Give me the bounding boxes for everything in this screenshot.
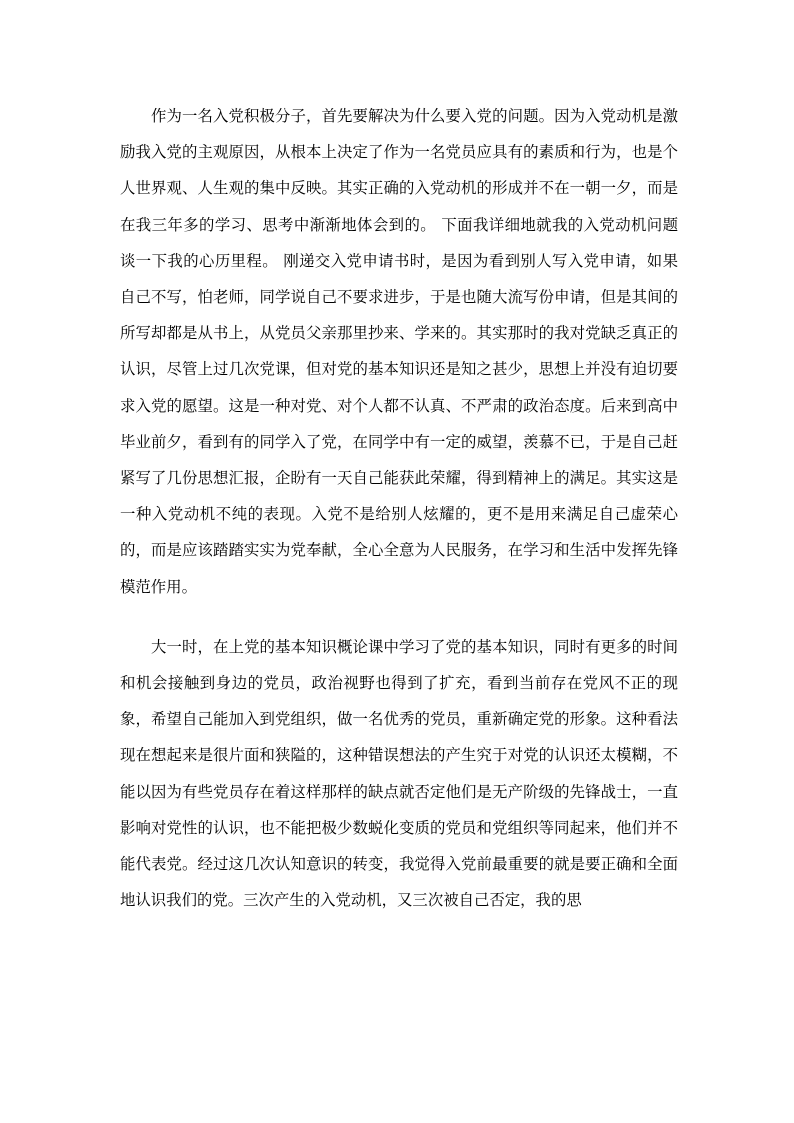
paragraph-1: 作为一名入党积极分子，首先要解决为什么要入党的问题。因为入党动机是激励我入党的主观原因，从根本上决定了作为一名党员应具有的素质和行为，也是个人世界观、人生观的集中反映。其实正确的入党动机的形成并不在一朝一夕，而是在我三年多的学习、思考中渐渐地体会到的。 下面我详细地就我的入党动机问题谈一下我的心历里程。 刚递交入党申请书时，是因为看到别人写入党申请，如果自己不写，怕老师，同学说自己不要求进步，于是也随大流写份申请，但是其间的所写却都是从书上，从党员父亲那里抄来、学来的。其实那时的我对党缺乏真正的认识，尽管上过几次党课，但对党的基本知识还是知之甚少，思想上并没有迫切要求入党的愿望。这是一种对党、对个人都不认真、不严肃的政治态度。后来到高中毕业前夕，看到有的同学入了党，在同学中有一定的威望，羡慕不已，于是自己赶紧写了几份思想汇报，企盼有一天自己能获此荣耀，得到精神上的满足。其实这是一种入党动机不纯的表现。入党不是给别人炫耀的，更不是用来满足自己虚荣心的，而是应该踏踏实实为党奉献，全心全意为人民服务，在学习和生活中发挥先锋模范作用。 xyxy=(120,107,678,596)
paragraph-spacer xyxy=(120,605,678,629)
document-body xyxy=(120,98,678,918)
paragraph-2: 大一时，在上党的基本知识概论课中学习了党的基本知识，同时有更多的时间和机会接触到身边的党员，政治视野也得到了扩充，看到当前存在党风不正的现象，希望自己能加入到党组织，做一名优秀的党员，重新确定党的形象。这种看法现在想起来是很片面和狭隘的，这种错误想法的产生究于对党的认识还太模糊，不能以因为有些党员存在着这样那样的缺点就否定他们是无产阶级的先锋战士，一直影响对党性的认识，也不能把极少数蜕化变质的党员和党组织等同起来，他们并不能代表党。经过这几次认知意识的转变，我觉得入党前最重要的就是要正确和全面地认识我们的党。三次产生的入党动机，又三次被自己否定，我的思 xyxy=(120,637,678,910)
